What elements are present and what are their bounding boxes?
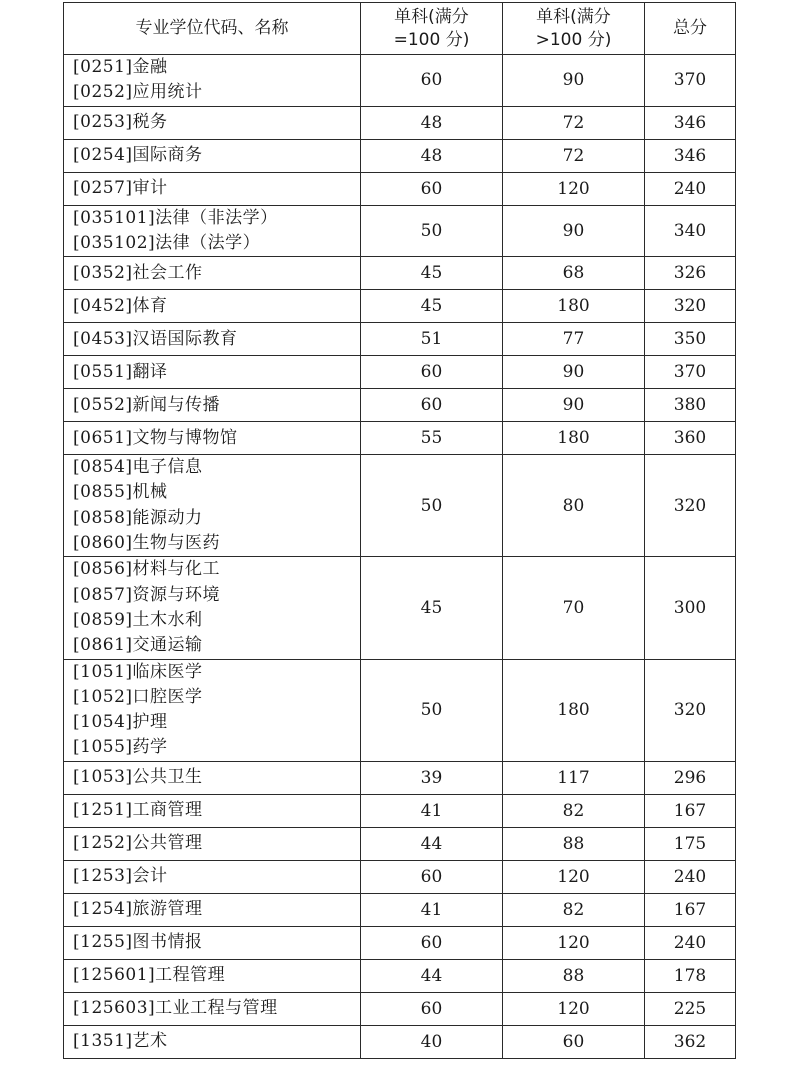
program-names-cell <box>64 323 361 356</box>
table-row <box>64 860 736 893</box>
program-name: [0253]税务 <box>73 111 168 132</box>
single-100-score: 60 <box>361 926 503 959</box>
program-names-cell <box>64 356 361 389</box>
table-row <box>64 926 736 959</box>
header-single-100-line2: =100 分) <box>393 29 470 50</box>
table-row <box>64 55 736 107</box>
program-name: [1254]旅游管理 <box>73 899 203 920</box>
single-100-score: 60 <box>361 172 503 205</box>
total-score: 296 <box>645 761 736 794</box>
single-over100-score: 82 <box>503 893 645 926</box>
program-name: [0551]翻译 <box>73 361 168 382</box>
program-names-cell <box>64 992 361 1025</box>
single-100-score: 40 <box>361 1025 503 1058</box>
program-names-cell <box>64 290 361 323</box>
single-100-score: 48 <box>361 106 503 139</box>
table-row <box>64 257 736 290</box>
single-100-score: 41 <box>361 794 503 827</box>
table-row <box>64 139 736 172</box>
total-score: 320 <box>645 659 736 761</box>
total-score: 370 <box>645 356 736 389</box>
program-names-cell <box>64 860 361 893</box>
single-100-score: 50 <box>361 659 503 761</box>
program-names-cell <box>64 926 361 959</box>
single-100-score: 44 <box>361 959 503 992</box>
single-over100-score: 72 <box>503 106 645 139</box>
single-over100-score: 72 <box>503 139 645 172</box>
total-score: 178 <box>645 959 736 992</box>
total-score: 380 <box>645 389 736 422</box>
program-names-cell <box>64 139 361 172</box>
single-over100-score: 120 <box>503 926 645 959</box>
program-names-cell <box>64 827 361 860</box>
single-100-score: 45 <box>361 257 503 290</box>
table-row <box>64 761 736 794</box>
table-row <box>64 1025 736 1058</box>
single-100-score: 60 <box>361 356 503 389</box>
total-score: 346 <box>645 139 736 172</box>
single-100-score: 48 <box>361 139 503 172</box>
single-over100-score: 90 <box>503 389 645 422</box>
single-over100-score: 117 <box>503 761 645 794</box>
single-100-score: 60 <box>361 992 503 1025</box>
program-name: [0257]审计 <box>73 177 168 198</box>
header-name: 专业学位代码、名称 <box>64 3 361 55</box>
total-score: 225 <box>645 992 736 1025</box>
single-100-score: 60 <box>361 389 503 422</box>
total-score: 350 <box>645 323 736 356</box>
program-name: [0855]机械 <box>73 482 168 503</box>
table-row <box>64 172 736 205</box>
program-name: [0861]交通运输 <box>73 635 203 656</box>
total-score: 370 <box>645 55 736 107</box>
program-names-cell <box>64 794 361 827</box>
single-over100-score: 120 <box>503 172 645 205</box>
single-over100-score: 88 <box>503 959 645 992</box>
total-score: 175 <box>645 827 736 860</box>
total-score: 320 <box>645 455 736 557</box>
program-name: [0552]新闻与传播 <box>73 394 221 415</box>
single-100-score: 55 <box>361 422 503 455</box>
total-score: 320 <box>645 290 736 323</box>
program-names-cell <box>64 205 361 257</box>
table-row <box>64 893 736 926</box>
program-name: [125603]工业工程与管理 <box>73 998 278 1019</box>
program-names-cell <box>64 557 361 659</box>
program-names-cell <box>64 455 361 557</box>
total-score: 346 <box>645 106 736 139</box>
total-score: 300 <box>645 557 736 659</box>
total-score: 240 <box>645 926 736 959</box>
program-name: [1055]药学 <box>73 737 168 758</box>
single-over100-score: 60 <box>503 1025 645 1058</box>
total-score: 167 <box>645 794 736 827</box>
program-names-cell <box>64 1025 361 1058</box>
table-row <box>64 557 736 659</box>
total-score: 362 <box>645 1025 736 1058</box>
single-over100-score: 180 <box>503 659 645 761</box>
single-over100-score: 120 <box>503 860 645 893</box>
score-table-sheet <box>63 2 735 1059</box>
program-name: [1251]工商管理 <box>73 800 203 821</box>
program-name: [0252]应用统计 <box>73 82 203 103</box>
program-name: [1051]临床医学 <box>73 661 203 682</box>
total-score: 360 <box>645 422 736 455</box>
program-names-cell <box>64 172 361 205</box>
program-names-cell <box>64 959 361 992</box>
table-body <box>64 55 736 1059</box>
total-score: 340 <box>645 205 736 257</box>
table-row <box>64 356 736 389</box>
single-100-score: 44 <box>361 827 503 860</box>
table-row <box>64 794 736 827</box>
program-name: [125601]工程管理 <box>73 965 226 986</box>
program-name: [1253]会计 <box>73 866 168 887</box>
program-name: [1052]口腔医学 <box>73 686 203 707</box>
table-header-row <box>64 3 736 55</box>
single-100-score: 60 <box>361 55 503 107</box>
single-over100-score: 180 <box>503 290 645 323</box>
score-table <box>63 2 736 1059</box>
header-single-over100 <box>503 3 645 55</box>
header-single-over100-line1: 单科(满分 <box>536 6 611 27</box>
total-score: 240 <box>645 860 736 893</box>
program-name: [0854]电子信息 <box>73 457 203 478</box>
program-names-cell <box>64 106 361 139</box>
program-names-cell <box>64 422 361 455</box>
program-name: [1255]图书情报 <box>73 932 203 953</box>
table-row <box>64 827 736 860</box>
program-name: [0453]汉语国际教育 <box>73 328 238 349</box>
program-name: [0857]资源与环境 <box>73 584 221 605</box>
total-score: 326 <box>645 257 736 290</box>
table-row <box>64 659 736 761</box>
single-over100-score: 120 <box>503 992 645 1025</box>
single-100-score: 50 <box>361 205 503 257</box>
program-name: [0859]土木水利 <box>73 609 203 630</box>
program-name: [0254]国际商务 <box>73 144 203 165</box>
program-names-cell <box>64 893 361 926</box>
single-100-score: 51 <box>361 323 503 356</box>
program-name: [0860]生物与医药 <box>73 533 221 554</box>
header-single-over100-line2: >100 分) <box>535 29 612 50</box>
single-over100-score: 88 <box>503 827 645 860</box>
table-row <box>64 959 736 992</box>
program-name: [0856]材料与化工 <box>73 559 221 580</box>
single-over100-score: 68 <box>503 257 645 290</box>
single-100-score: 39 <box>361 761 503 794</box>
program-name: [1053]公共卫生 <box>73 767 203 788</box>
single-100-score: 41 <box>361 893 503 926</box>
program-name: [035102]法律（法学） <box>73 232 261 253</box>
table-row <box>64 455 736 557</box>
program-names-cell <box>64 659 361 761</box>
table-row <box>64 992 736 1025</box>
single-over100-score: 70 <box>503 557 645 659</box>
program-name: [1351]艺术 <box>73 1031 168 1052</box>
header-single-100-line1: 单科(满分 <box>394 6 469 27</box>
program-name: [0651]文物与博物馆 <box>73 427 238 448</box>
single-over100-score: 80 <box>503 455 645 557</box>
table-row <box>64 205 736 257</box>
program-names-cell <box>64 389 361 422</box>
single-100-score: 45 <box>361 290 503 323</box>
program-names-cell <box>64 257 361 290</box>
program-name: [0352]社会工作 <box>73 262 203 283</box>
single-over100-score: 90 <box>503 205 645 257</box>
program-name: [0452]体育 <box>73 295 168 316</box>
single-100-score: 45 <box>361 557 503 659</box>
single-100-score: 60 <box>361 860 503 893</box>
header-single-100 <box>361 3 503 55</box>
header-total: 总分 <box>645 3 736 55</box>
program-name: [1252]公共管理 <box>73 833 203 854</box>
program-name: [0251]金融 <box>73 57 168 77</box>
single-over100-score: 90 <box>503 55 645 107</box>
single-over100-score: 180 <box>503 422 645 455</box>
single-over100-score: 82 <box>503 794 645 827</box>
table-row <box>64 323 736 356</box>
table-row <box>64 422 736 455</box>
program-names-cell <box>64 761 361 794</box>
program-name: [0858]能源动力 <box>73 507 203 528</box>
program-names-cell <box>64 55 361 107</box>
single-100-score: 50 <box>361 455 503 557</box>
total-score: 240 <box>645 172 736 205</box>
table-row <box>64 106 736 139</box>
single-over100-score: 90 <box>503 356 645 389</box>
program-name: [1054]护理 <box>73 712 168 733</box>
single-over100-score: 77 <box>503 323 645 356</box>
table-row <box>64 290 736 323</box>
program-name: [035101]法律（非法学） <box>73 207 278 228</box>
table-row <box>64 389 736 422</box>
total-score: 167 <box>645 893 736 926</box>
